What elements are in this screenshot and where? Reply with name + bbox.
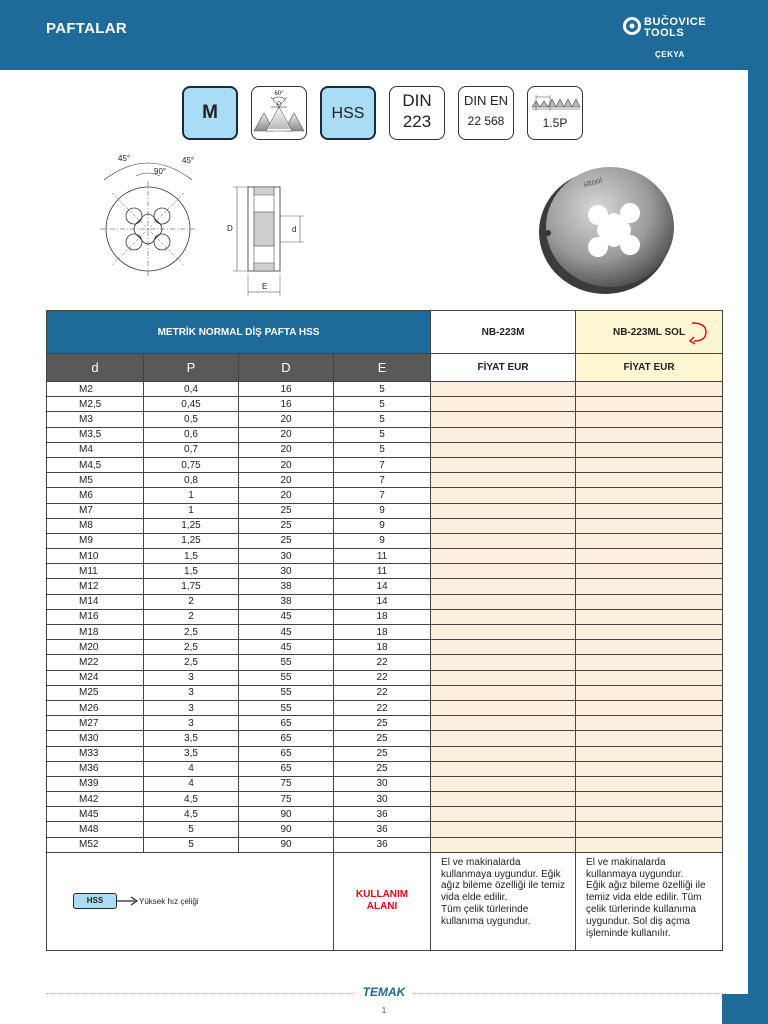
cell-price-right <box>431 640 576 655</box>
cell-p: 3 <box>144 685 239 700</box>
cell-d: M33 <box>47 746 144 761</box>
desc-line: çelik türlerinde kullanıma <box>586 904 697 915</box>
drawing-label-outer-diameter: D <box>227 224 233 233</box>
cell-p: 1,5 <box>144 564 239 579</box>
cell-p: 2,5 <box>144 655 239 670</box>
cell-e: 5 <box>334 442 431 457</box>
cell-e: 5 <box>334 397 431 412</box>
cell-price-left <box>576 716 723 731</box>
usage-area-line2: ALANI <box>366 901 398 913</box>
table-row <box>47 776 723 791</box>
cell-d: M24 <box>47 670 144 685</box>
table-row <box>47 503 723 518</box>
cell-price-right <box>431 579 576 594</box>
cell-e: 5 <box>334 412 431 427</box>
cell-price-left <box>576 382 723 397</box>
table-row <box>47 488 723 503</box>
badge-din-number: 223 <box>402 112 432 131</box>
cell-price-right <box>431 442 576 457</box>
cell-price-left <box>576 549 723 564</box>
table-row <box>47 457 723 472</box>
cell-price-left <box>576 488 723 503</box>
cell-d: M26 <box>47 700 144 715</box>
desc-line: El ve makinalarda <box>441 856 521 868</box>
brand-name <box>644 17 706 39</box>
cell-price-left <box>576 503 723 518</box>
thread-pitch-text: P <box>276 102 282 108</box>
thread-angle-text: 60° <box>274 91 284 97</box>
table-row <box>47 594 723 609</box>
table-row <box>47 761 723 776</box>
cell-p: 3,5 <box>144 746 239 761</box>
table-row <box>47 792 723 807</box>
badge-metric <box>182 86 238 140</box>
cell-d: M18 <box>47 625 144 640</box>
cell-e: 14 <box>334 594 431 609</box>
cell-e: 5 <box>334 427 431 442</box>
table-row <box>47 700 723 715</box>
cell-d: M3,5 <box>47 427 144 442</box>
cell-d: M14 <box>47 594 144 609</box>
cell-d: M42 <box>47 792 144 807</box>
cell-price-left <box>576 685 723 700</box>
cell-p: 5 <box>144 822 239 837</box>
cell-d: M4,5 <box>47 457 144 472</box>
cell-outer-d: 16 <box>239 397 334 412</box>
cell-price-right <box>431 761 576 776</box>
cell-d: M8 <box>47 518 144 533</box>
cell-price-left <box>576 822 723 837</box>
cell-price-left <box>576 807 723 822</box>
table-row <box>47 640 723 655</box>
cell-d: M7 <box>47 503 144 518</box>
cell-p: 3 <box>144 716 239 731</box>
cell-p: 2 <box>144 609 239 624</box>
cell-p: 2 <box>144 594 239 609</box>
cell-e: 25 <box>334 716 431 731</box>
cell-outer-d: 25 <box>239 503 334 518</box>
cell-price-left <box>576 518 723 533</box>
cell-price-left <box>576 533 723 548</box>
cell-p: 0,45 <box>144 397 239 412</box>
cell-outer-d: 45 <box>239 640 334 655</box>
cell-price-right <box>431 457 576 472</box>
badge-metric-label: M <box>202 102 218 123</box>
cell-p: 1,5 <box>144 549 239 564</box>
desc-line: El ve makinalarda <box>586 856 666 868</box>
cell-e: 7 <box>334 488 431 503</box>
cell-price-right <box>431 625 576 640</box>
cell-outer-d: 55 <box>239 655 334 670</box>
page-title: PAFTALAR <box>46 20 127 37</box>
cell-p: 1,25 <box>144 533 239 548</box>
column-header-p: P <box>144 354 239 382</box>
cell-outer-d: 55 <box>239 685 334 700</box>
cell-d: M2,5 <box>47 397 144 412</box>
cell-d: M10 <box>47 549 144 564</box>
cell-outer-d: 90 <box>239 837 334 852</box>
cell-price-right <box>431 564 576 579</box>
desc-line: temiz vida elde edilir. Tüm <box>586 892 702 904</box>
footer-brand: TEMAK <box>355 985 413 999</box>
table-row <box>47 670 723 685</box>
column-header-outer-d: D <box>239 354 334 382</box>
table-row <box>47 579 723 594</box>
cell-price-right <box>431 594 576 609</box>
page-header <box>0 0 768 70</box>
cell-p: 1,25 <box>144 518 239 533</box>
chamfer-thread-icon <box>528 89 582 115</box>
table-row <box>47 473 723 488</box>
cell-d: M22 <box>47 655 144 670</box>
cell-d: M2 <box>47 382 144 397</box>
cell-outer-d: 30 <box>239 549 334 564</box>
cell-e: 9 <box>334 503 431 518</box>
thread-profile-icon <box>252 87 306 139</box>
cell-e: 36 <box>334 837 431 852</box>
right-edge-bar <box>748 70 768 1024</box>
badge-chamfer-label: 1.5P <box>542 116 568 130</box>
cell-e: 30 <box>334 776 431 791</box>
cell-e: 7 <box>334 473 431 488</box>
table-row <box>47 655 723 670</box>
cell-price-right <box>431 427 576 442</box>
cell-d: M5 <box>47 473 144 488</box>
cell-price-left <box>576 625 723 640</box>
cell-e: 30 <box>334 792 431 807</box>
cell-d: M48 <box>47 822 144 837</box>
cell-price-right <box>431 685 576 700</box>
column-header-e: E <box>334 354 431 382</box>
cell-price-right <box>431 488 576 503</box>
cell-p: 0,7 <box>144 442 239 457</box>
cell-price-right <box>431 670 576 685</box>
cell-e: 11 <box>334 549 431 564</box>
table-row <box>47 822 723 837</box>
cell-price-right <box>431 822 576 837</box>
cell-price-right <box>431 609 576 624</box>
cell-price-left <box>576 564 723 579</box>
cell-d: M45 <box>47 807 144 822</box>
cell-e: 36 <box>334 807 431 822</box>
die-technical-drawing <box>90 150 310 300</box>
product-table <box>46 310 723 951</box>
cell-price-left <box>576 579 723 594</box>
cell-d: M3 <box>47 412 144 427</box>
cell-price-left <box>576 700 723 715</box>
badge-hss <box>320 86 376 140</box>
drawing-angle-right: 45° <box>182 156 195 165</box>
cell-outer-d: 20 <box>239 488 334 503</box>
cell-outer-d: 55 <box>239 700 334 715</box>
cell-price-right <box>431 412 576 427</box>
cell-e: 9 <box>334 533 431 548</box>
cell-price-right <box>431 518 576 533</box>
desc-line: uygundur. Sol diş açma <box>586 915 690 927</box>
cell-p: 2,5 <box>144 640 239 655</box>
cell-e: 25 <box>334 761 431 776</box>
cell-outer-d: 25 <box>239 518 334 533</box>
legend-hss-badge: HSS <box>73 893 117 909</box>
cell-p: 3 <box>144 700 239 715</box>
table-row <box>47 807 723 822</box>
cell-outer-d: 45 <box>239 609 334 624</box>
cell-outer-d: 90 <box>239 822 334 837</box>
cell-price-left <box>576 761 723 776</box>
drawing-angle-left: 45° <box>118 154 131 163</box>
cell-d: M12 <box>47 579 144 594</box>
cell-price-right <box>431 473 576 488</box>
photo-engraving: sttool <box>582 175 604 189</box>
cell-price-left <box>576 746 723 761</box>
brand-logo-icon <box>622 16 642 36</box>
left-hand-arrow-icon <box>688 319 710 345</box>
brand-name-line1: BUČOVICE <box>644 16 707 28</box>
cell-price-right <box>431 807 576 822</box>
cell-d: M4 <box>47 442 144 457</box>
cell-price-left <box>576 655 723 670</box>
column-header-price-right: FİYAT EUR <box>431 354 576 382</box>
cell-price-left <box>576 473 723 488</box>
column-header-price-left: FİYAT EUR <box>576 354 723 382</box>
cell-price-right <box>431 792 576 807</box>
cell-p: 0,6 <box>144 427 239 442</box>
cell-outer-d: 65 <box>239 746 334 761</box>
cell-e: 22 <box>334 655 431 670</box>
cell-outer-d: 75 <box>239 792 334 807</box>
cell-outer-d: 75 <box>239 776 334 791</box>
cell-p: 5 <box>144 837 239 852</box>
arrow-right-icon <box>117 896 139 906</box>
cell-p: 4 <box>144 761 239 776</box>
cell-price-right <box>431 716 576 731</box>
cell-outer-d: 16 <box>239 382 334 397</box>
badge-thread-profile <box>251 86 307 140</box>
cell-price-left <box>576 792 723 807</box>
cell-outer-d: 20 <box>239 442 334 457</box>
badge-chamfer <box>527 86 583 140</box>
cell-d: M11 <box>47 564 144 579</box>
drawing-angle-center: 90° <box>154 167 167 176</box>
table-row <box>47 731 723 746</box>
right-edge-bar-foot <box>722 994 768 1024</box>
cell-e: 22 <box>334 700 431 715</box>
cell-d: M20 <box>47 640 144 655</box>
cell-outer-d: 45 <box>239 625 334 640</box>
table-row <box>47 609 723 624</box>
desc-line: Tüm çelik türlerinde <box>441 904 529 915</box>
cell-e: 18 <box>334 609 431 624</box>
cell-price-left <box>576 397 723 412</box>
badge-din-en-label: DIN EN <box>463 93 509 108</box>
cell-price-left <box>576 442 723 457</box>
table-title: METRİK NORMAL DİŞ PAFTA HSS <box>47 311 431 354</box>
cell-price-right <box>431 503 576 518</box>
cell-outer-d: 25 <box>239 533 334 548</box>
table-row <box>47 397 723 412</box>
badge-din-label: DIN <box>402 91 432 110</box>
cell-p: 0,4 <box>144 382 239 397</box>
table-row <box>47 442 723 457</box>
cell-e: 22 <box>334 685 431 700</box>
cell-outer-d: 65 <box>239 731 334 746</box>
cell-p: 2,5 <box>144 625 239 640</box>
legend-cell <box>47 852 334 950</box>
table-row <box>47 746 723 761</box>
cell-price-left <box>576 640 723 655</box>
cell-price-left <box>576 609 723 624</box>
cell-d: M16 <box>47 609 144 624</box>
cell-outer-d: 38 <box>239 579 334 594</box>
cell-e: 11 <box>334 564 431 579</box>
badge-din-en <box>458 86 514 140</box>
cell-price-right <box>431 533 576 548</box>
desc-line: kullanmaya uygundur. Eğik <box>441 868 561 880</box>
cell-e: 5 <box>334 382 431 397</box>
table-row <box>47 716 723 731</box>
cell-price-left <box>576 412 723 427</box>
brand-logo-block <box>622 14 732 59</box>
brand-country: ÇEKYA <box>655 50 685 59</box>
drawing-label-thickness: E <box>262 282 268 291</box>
cell-outer-d: 90 <box>239 807 334 822</box>
cell-e: 36 <box>334 822 431 837</box>
cell-d: M9 <box>47 533 144 548</box>
table-row <box>47 427 723 442</box>
cell-price-left <box>576 837 723 852</box>
table-row <box>47 518 723 533</box>
badge-din <box>389 86 445 140</box>
desc-line: ağız bileme özelliği ile temiz <box>441 880 565 892</box>
cell-d: M39 <box>47 776 144 791</box>
cell-price-left <box>576 594 723 609</box>
product-code-right: NB-223M <box>431 311 576 354</box>
table-row <box>47 685 723 700</box>
cell-price-right <box>431 731 576 746</box>
cell-p: 0,5 <box>144 412 239 427</box>
cell-outer-d: 65 <box>239 761 334 776</box>
table-row <box>47 412 723 427</box>
cell-price-right <box>431 397 576 412</box>
cell-e: 18 <box>334 625 431 640</box>
cell-e: 22 <box>334 670 431 685</box>
table-row <box>47 837 723 852</box>
cell-p: 0,75 <box>144 457 239 472</box>
cell-d: M6 <box>47 488 144 503</box>
drawing-label-thread-diameter: d <box>292 225 297 234</box>
cell-p: 3 <box>144 670 239 685</box>
brand-name-line2: TOOLS <box>644 27 685 39</box>
product-code-left-label: NB-223ML SOL <box>613 326 686 338</box>
usage-desc-right <box>431 852 576 950</box>
cell-price-left <box>576 670 723 685</box>
cell-price-left <box>576 731 723 746</box>
cell-outer-d: 20 <box>239 427 334 442</box>
cell-p: 4 <box>144 776 239 791</box>
cell-outer-d: 20 <box>239 457 334 472</box>
badge-din-en-number: 22 568 <box>467 114 505 128</box>
cell-d: M36 <box>47 761 144 776</box>
page-number: 1 <box>381 1006 387 1015</box>
desc-line: Eğik ağız bileme özelliği ile <box>586 880 706 892</box>
cell-price-right <box>431 776 576 791</box>
cell-e: 7 <box>334 457 431 472</box>
cell-e: 9 <box>334 518 431 533</box>
cell-outer-d: 30 <box>239 564 334 579</box>
cell-price-left <box>576 776 723 791</box>
desc-line: işleminde kullanılır. <box>586 927 671 939</box>
cell-e: 25 <box>334 731 431 746</box>
legend-hss-text: Yüksek hız çeliği <box>139 896 199 906</box>
cell-d: M25 <box>47 685 144 700</box>
desc-line: kullanıma uygundur. <box>441 915 531 927</box>
table-row <box>47 382 723 397</box>
usage-desc-left <box>576 852 723 950</box>
cell-e: 18 <box>334 640 431 655</box>
cell-e: 14 <box>334 579 431 594</box>
cell-outer-d: 20 <box>239 473 334 488</box>
desc-line: kullanmaya uygundur. <box>586 868 684 880</box>
cell-outer-d: 55 <box>239 670 334 685</box>
cell-d: M27 <box>47 716 144 731</box>
cell-e: 25 <box>334 746 431 761</box>
cell-price-right <box>431 382 576 397</box>
cell-outer-d: 20 <box>239 412 334 427</box>
cell-price-right <box>431 549 576 564</box>
cell-p: 3,5 <box>144 731 239 746</box>
table-row <box>47 533 723 548</box>
column-header-d: d <box>47 354 144 382</box>
cell-p: 1 <box>144 488 239 503</box>
cell-p: 4,5 <box>144 792 239 807</box>
cell-outer-d: 38 <box>239 594 334 609</box>
cell-price-right <box>431 655 576 670</box>
cell-price-right <box>431 837 576 852</box>
desc-line: vida elde edilir. <box>441 892 508 904</box>
table-row <box>47 564 723 579</box>
table-row <box>47 625 723 640</box>
cell-p: 4,5 <box>144 807 239 822</box>
usage-area-line1: KULLANIM <box>355 889 409 901</box>
cell-d: M52 <box>47 837 144 852</box>
badge-hss-label: HSS <box>331 105 365 122</box>
cell-price-left <box>576 427 723 442</box>
cell-p: 1 <box>144 503 239 518</box>
product-code-left <box>576 311 723 354</box>
table-row <box>47 549 723 564</box>
cell-price-right <box>431 700 576 715</box>
cell-p: 1,75 <box>144 579 239 594</box>
cell-price-right <box>431 746 576 761</box>
cell-p: 0,8 <box>144 473 239 488</box>
die-photo-icon <box>520 155 690 295</box>
cell-price-left <box>576 457 723 472</box>
cell-d: M30 <box>47 731 144 746</box>
cell-outer-d: 65 <box>239 716 334 731</box>
usage-area-label <box>334 852 431 950</box>
